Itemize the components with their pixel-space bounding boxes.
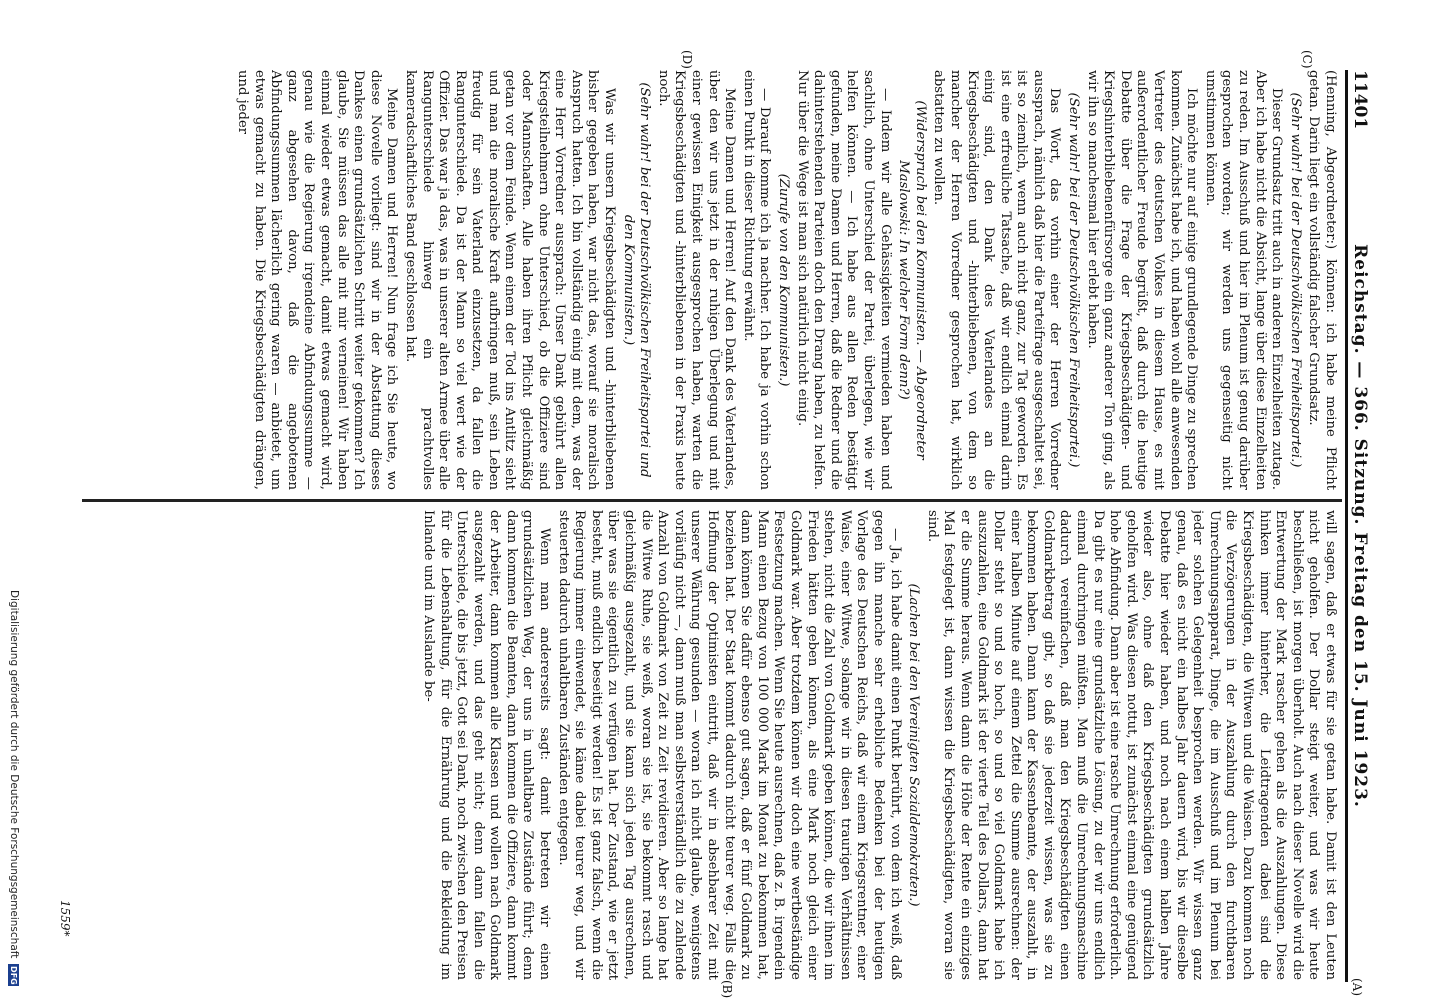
- digitization-credit: [6, 590, 22, 1000]
- dfg-logo: DFG: [9, 966, 19, 985]
- column-1-paragraph: Meine Damen und Herren! Nun frage ich Sie heute, wo diese Novelle vorliegt: sind wir in der Abstattung dieses Dankes einen grundsätzlichen Schritt weiter gekommen? Ich glaube, Sie müssen das alle mit mir verneinen! Wir haben einmal wieder etwas gemacht, damit etwas gemacht wird, genau wie die Regierung irgendeine Abfindungssumme — ganz abgesehen davon, daß die angebotenen Abfindungssummen lächerlich gering waren — anbietet, um etwas gemacht zu haben. Die Kriegsbeschädigten drängen, und jeder: [235, 70, 400, 490]
- column-1-paragraph: (Henning, Abgeordneter:) können: ich habe meine Pflicht getan. Darin liegt ein vollständig falscher Grundsatz.: [1306, 70, 1338, 490]
- column-1-paragraph: Was wir unsern Kriegsbeschädigten und -hinterbliebenen bisher gegeben haben, war nicht das, worauf sie moralisch Anspruch hatten. Ich bin vollständig einig mit dem, was der eine Herr Vorredner aussprach: Unser Dank gebührt allen Kriegsteilnehmern ohne Unterschied, ob die Offiziere sind oder Mannschaften. Alle haben ihren Pflicht gleichmäßig getan vor dem Feinde. Wenn einem der Tod ins Antlitz sieht und man die moralische Kraft aufbringen muß, sein Leben freudig für sein Vaterland einzusetzen, da fallen die Rangunterschiede. Da ist der Mann so viel wert wie der Offizier. Das war ja das, was in unserer alten Armee über alle Rangunterschiede hinweg ein prachtvolles kameradschaftliches Band geschlossen hat.: [402, 70, 618, 490]
- credit-text: Digitalisierung gefördert durch die Deutsche Forschungsgemeinschaft: [8, 590, 20, 959]
- column-2-paragraph: will sagen, daß er etwas für sie getan habe. Damit ist den Leuten nicht geholfen. Der Dollar steigt weiter, und was wir heute beschließen, ist morgen überholt. Auch nach dieser Novelle wird die Entwertung der Mark rascher gehen als die Auszahlungen. Diese hinken immer hinterher, die Leidtragenden dabei sind die Kriegsbeschädigten, die Witwen und die Waisen. Dazu kommen noch die Verzögerungen in der Auszahlung durch den furchtbaren Umrechnungsapparat, Dinge, die im Ausschuß und im Plenum bei jeder solchen Gelegenheit besprochen werden. Wir wissen ganz genau, daß es nicht ein halbes Jahr dauern wird, bis wir dieselbe Debatte hier wieder haben, und noch nach einem halben Jahre wieder also, ohne daß den Kriegsbeschädigten grundsätzlich geholfen wird. Was diesen nottut, ist zunächst einmal eine genügend hohe Abfindung. Dann aber ist eine rasche Umrechnung erforderlich. Da gibt es nur eine grundsätzliche Lösung, zu der wir uns endlich einmal durchringen müßten. Man muß die Umrechnungsmaschine dadurch vereinfachen, daß man den Kriegsbeschädigten einen Goldmarkbetrag gibt, so daß sie jederzeit wissen, was sie zu bekommen haben. Dann kann der Kassenbeamte, der auszahlt, in einer halben Minute auf einem Zettel die Summe ausrechnen: der Dollar steht so und so hoch, so und so viel Goldmark habe ich auszuzahlen, eine Goldmark ist der vierte Teil des Dollars, dann hat er die Summe heraus. Wenn dann die Höhe der Rente ein einziges Mal festgelegt ist, dann wissen die Kriegsbeschädigten, woran sie sind.: [924, 510, 1338, 980]
- text-column-1: [88, 510, 1338, 980]
- column-1-stage-direction: (Sehr wahr! bei der Deutschvölkischen Freiheitspartei.): [1287, 92, 1303, 468]
- page-number: 11401: [1350, 70, 1370, 130]
- column-divider: [82, 499, 1342, 502]
- column-2-paragraph: — Ja, ich habe damit einen Punkt berührt, von dem ich weiß, daß gegen ihn manche sehr erhebliche Bedenken bei der heutigen Vorlage des Deutschen Reichs, daß wir einem Kriegsrentner, einer Waise, einer Witwe, solange wir in diesen traurigen Verhältnissen stehen, nicht die Zahl von Goldmark geben können, die wir ihnen im Frieden hätten geben können, als eine Mark noch gleich einer Goldmark war. Aber trotzdem können wir doch eine wertbeständige Festsetzung machen. Wenn Sie heute ausrechnen, daß z. B. irgendein Mann einen Bezug von 100 000 Mark im Monat zu bekommen hat, dann können Sie dafür ebenso gut sagen, daß er fünf Goldmark zu beziehen hat. Der Staat kommt dadurch nicht teurer weg. Falls die Hoffnung der Optimisten eintritt, daß wir in absehbarer Zeit mit unserer Währung gesunden — woran ich nicht glaube, wenigstens vorläufig nicht —, dann muß man selbstverständlich die zu zahlende Anzahl von Goldmark von Zeit zu Zeit revidieren. Aber so lange hat die Witwe Ruhe, sie weiß, woran sie ist, sie bekommt rasch und gleichmäßig ausgezahlt, und sie kann sich jeden Tag ausrechnen, über was sie eigentlich zu verfügen hat. Der Zustand, wie er jetzt besteht, muß endlich beseitigt werden! Es ist ganz falsch, wenn die Regierung immer einwendet, sie käme dabei teurer weg, und wir steuerten dadurch unhaltbaren Zuständen entgegen.: [555, 510, 903, 980]
- column-1-stage-direction: (Sehr wahr! bei der Deutschvölkischen Freiheitspartei.): [1066, 92, 1082, 468]
- column-1-paragraph: — Darauf komme ich ja nachher. Ich habe ja vorhin schon einen Punkt in dieser Richtung erwähnt.: [740, 70, 773, 490]
- column-2-stage-direction: (Lachen bei den Vereinigten Sozialdemokraten.): [906, 583, 922, 907]
- column-1-stage-direction: (Widerspruch bei den Kommunisten. — Abgeordneter Maslowski: In welcher Form denn?): [896, 100, 928, 460]
- text-column-2: [88, 70, 1338, 490]
- column-1-stage-direction: (Zurufe von den Kommunisten.): [776, 173, 791, 387]
- column-1-paragraph: Meine Damen und Herren! Auf den Dank des Vaterlandes, über den wir uns jetzt in der ruhigen Überlegung und mit einer gewissen Einigkeit ausgesprochen haben, warten die Kriegsbeschädigten und -hinterbliebenen in der Praxis heute noch.: [655, 70, 738, 490]
- column-2-paragraph: Wenn man andererseits sagt: damit betreten wir einen grundsätzlichen Weg, der uns in unhaltbare Zustände führt; denn dann kommen die Beamten, dann kommen die Offiziere, dann kommt der Arbeiter, dann kommen alle Klassen und wollen nach Goldmark ausgezahlt werden, und das geht nicht; denn dann fallen die Unterschiede, die bis jetzt, Gott sei Dank, noch zwischen den Preisen für die Lebenshaltung, für die Ernährung und die Bekleidung im Inlande und im Auslande be-: [420, 510, 553, 980]
- signature-mark: 1559*: [58, 900, 72, 937]
- margin-marker-c: (C): [1300, 50, 1314, 69]
- margin-marker-b: (B): [720, 980, 734, 999]
- column-1-stage-direction: (Sehr wahr! bei der Deutschvölkischen Freiheitspartei und den Kommunisten.): [620, 82, 653, 478]
- margin-marker-d: (D): [680, 50, 694, 69]
- margin-marker-a: (A): [1350, 978, 1364, 997]
- header-rule: [1345, 70, 1348, 982]
- page-header: [1346, 70, 1374, 982]
- column-1-paragraph: Ich möchte nur auf einige grundlegende Dinge zu sprechen kommen. Zunächst habe ich, und haben wohl alle anwesenden Vertreter des deutschen Volkes in diesem Hause, es mit außerordentlicher Freude begrüßt, daß durch die heutige Debatte über die Frage der Kriegsbeschädigten- und Kriegshinterbliebenenfürsorge ein ganz anderer Ton ging, als wir ihn so manchesmal hier erlebt haben.: [1084, 70, 1200, 490]
- column-1-paragraph: Dieser Grundsatz tritt auch in anderen Einzelheiten zutage. Aber ich habe nicht die Absicht, lange über diese Einzelheiten zu reden. Im Ausschuß und hier im Plenum ist genug darüber gesprochen worden; wir werden uns gegenseitig nicht umstimmen können.: [1202, 70, 1285, 490]
- page-title: Reichstag. — 366. Sitzung. Freitag den 15. Juni 1923.: [1350, 244, 1370, 808]
- column-1-paragraph: Das Wort, das vorhin einer der Herren Vorredner aussprach, nämlich daß hier die Parteifrage ausgeschaltet sei, ist so ziemlich, wenn auch nicht ganz, zur Tat geworden. Es ist eine erfreuliche Tatsache, daß wir endlich einmal darin einig sind, den Dank des Vaterlandes an die Kriegsbeschädigten und -hinterbliebenen, von dem so mancher der Herren Vorredner gesprochen hat, wirklich abstatten zu wollen.: [931, 70, 1063, 490]
- column-1-paragraph: — Indem wir alle Gehässigkeiten vermieden haben und sachlich, ohne Unterschied der Partei, überlegen, wie wir helfen können. — Ich habe aus allen Reden bestätigt gefunden, meine Damen und Herren, daß die Redner und die dahinterstehenden Parteien doch den Drang haben, zu helfen. Nur über die Wege ist man sich natürlich nicht einig.: [794, 70, 893, 490]
